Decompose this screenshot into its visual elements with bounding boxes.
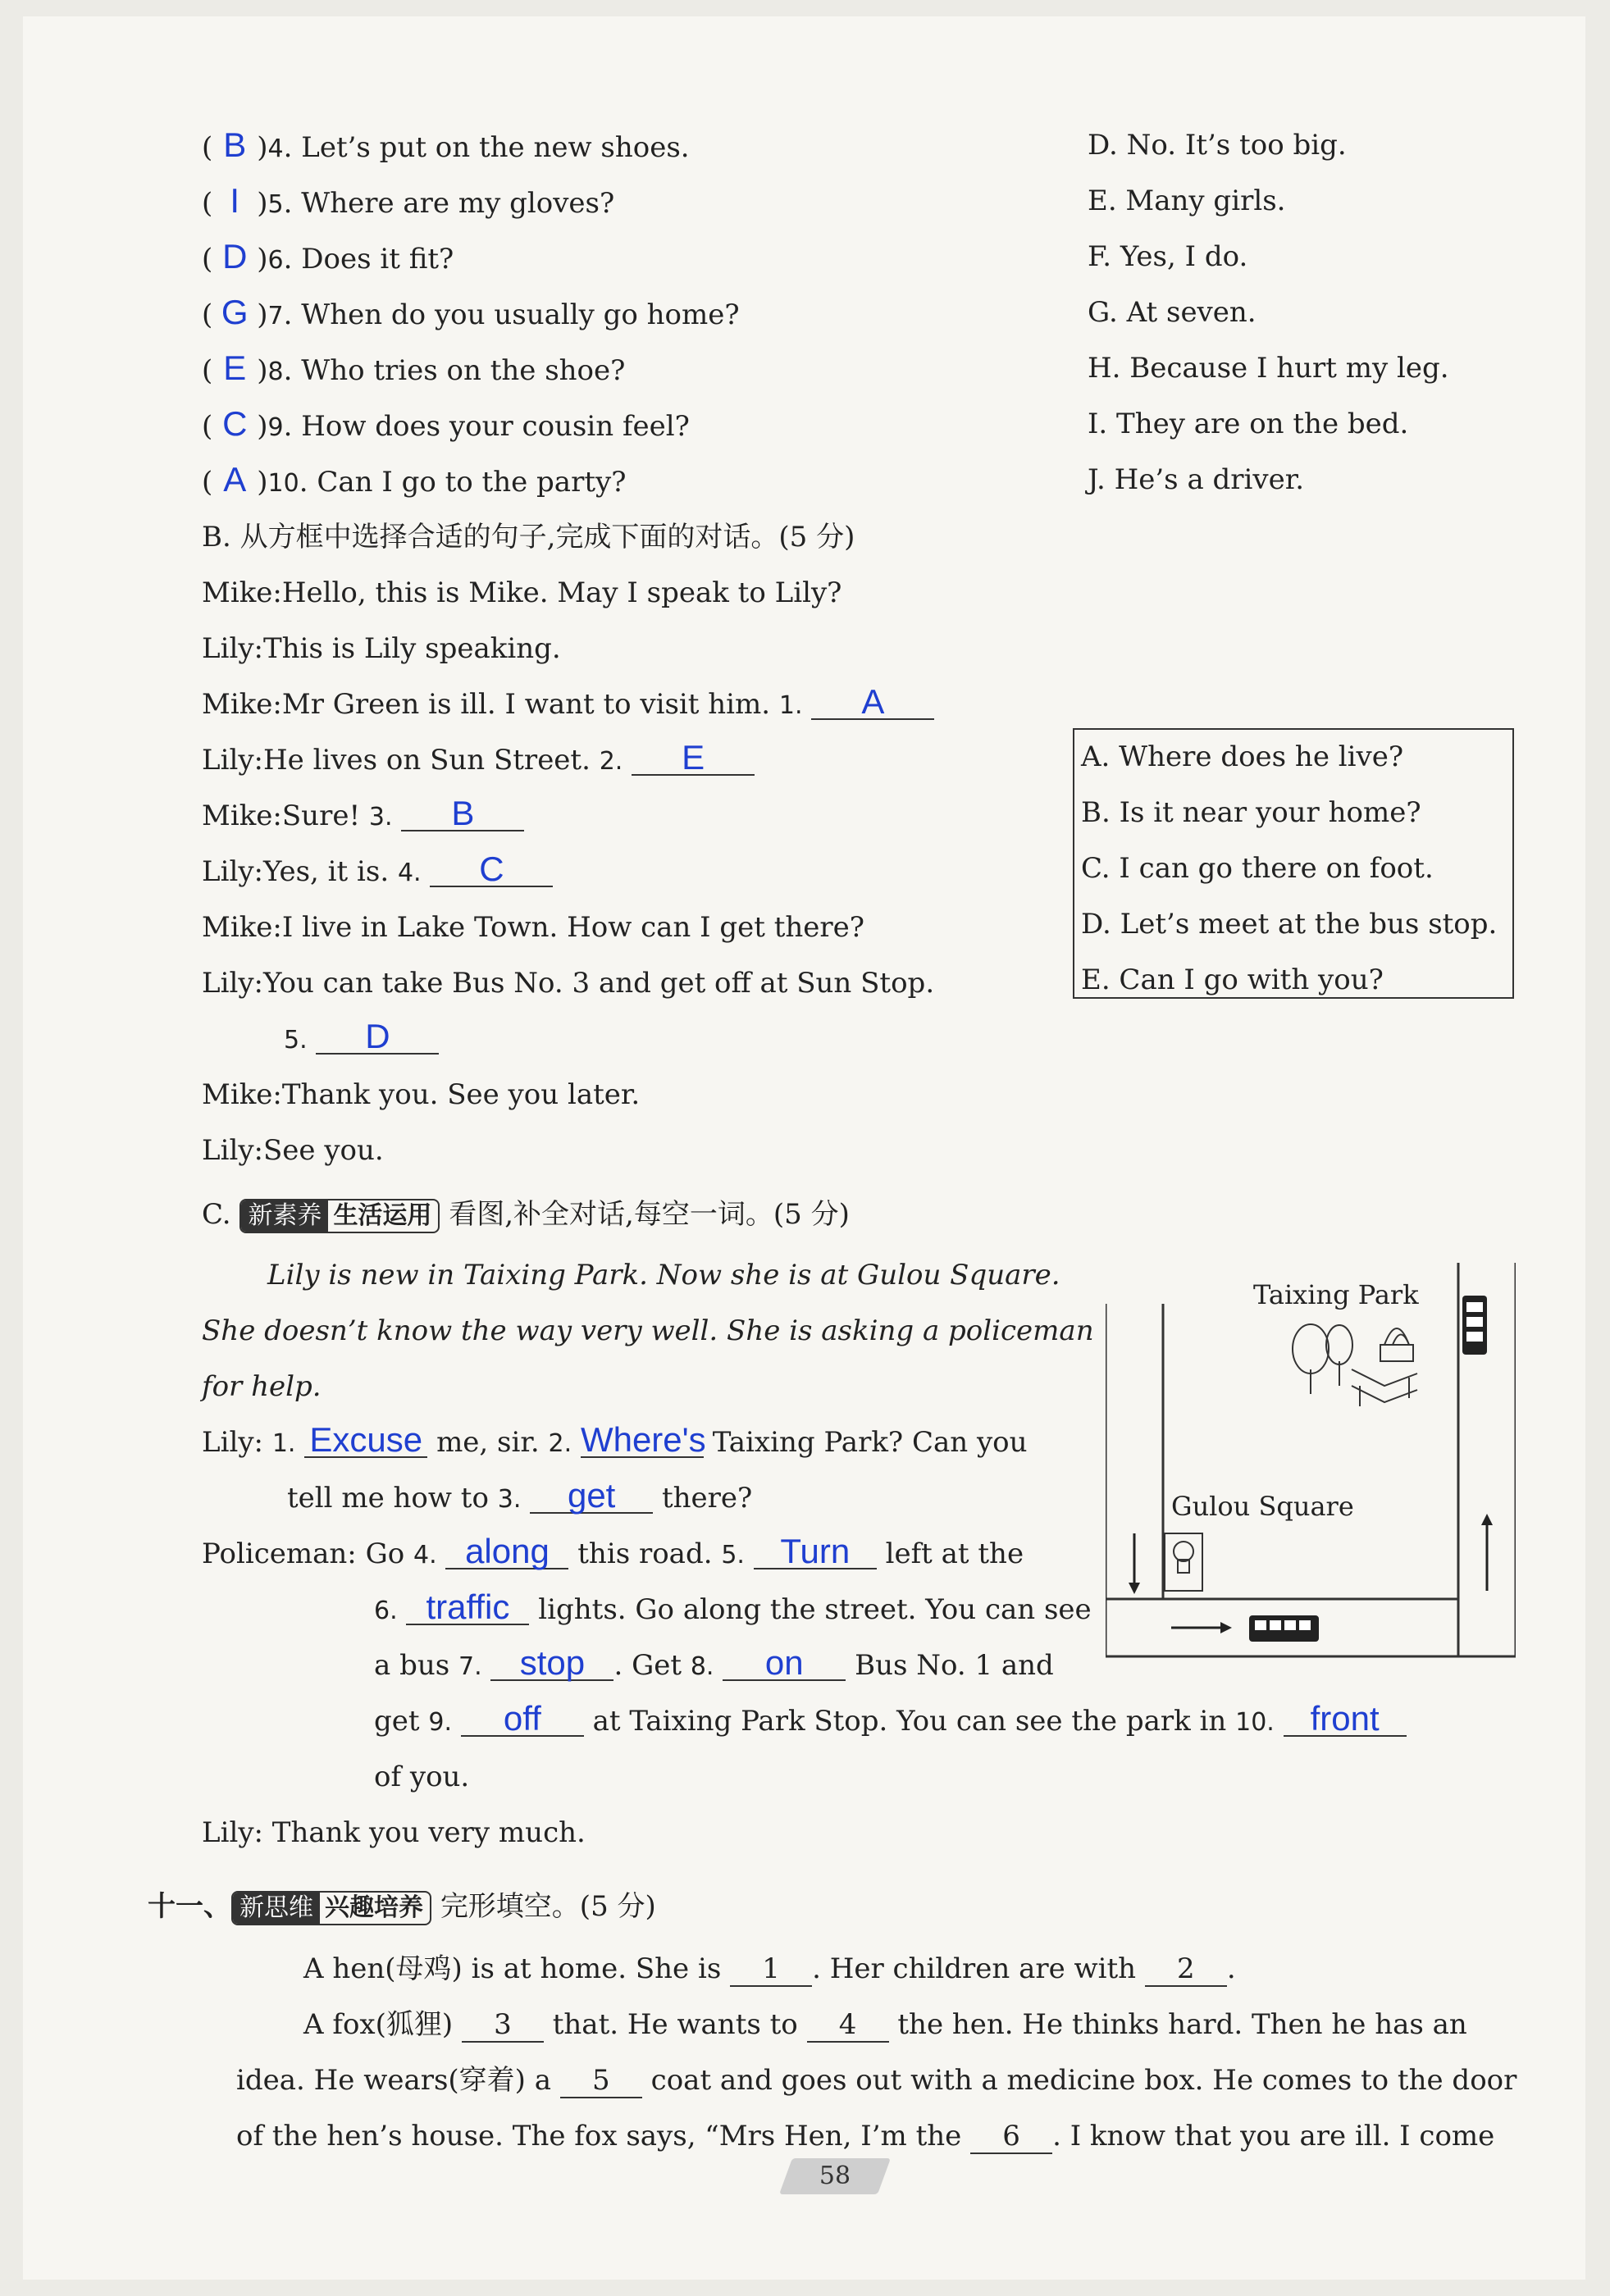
matching-option-5: I. They are on the bed. xyxy=(1088,408,1409,440)
arrow-down-icon xyxy=(1129,1533,1140,1594)
answer-blank-10: front xyxy=(1284,1702,1407,1737)
dialogue-c-line-7: of you. xyxy=(374,1761,470,1793)
section-c-intro-1: Lily is new in Taixing Park. Now she is at Gulou Square. xyxy=(267,1259,1060,1292)
policeman-icon xyxy=(1165,1533,1202,1591)
cloze-line-4: of the hen’s house. The fox says, “Mrs Hen, I’m the 6 . I know that you are ill. I come xyxy=(236,2120,1495,2152)
cloze-blank-6: 6 xyxy=(970,2120,1052,2154)
answer-blank-3: get xyxy=(530,1479,653,1514)
dialogue-c-line-1: Lily: 1. Excuse me, sir. 2. Where's Taixing Park? Can you xyxy=(202,1420,1028,1459)
options-box xyxy=(1073,728,1514,999)
bench-icon xyxy=(1352,1369,1417,1406)
section-c-intro-3: for help. xyxy=(202,1370,322,1403)
dialogue-c-line-2: tell me how to 3. get there? xyxy=(287,1476,753,1515)
dialogue-b-blank: B xyxy=(401,797,524,831)
matching-question-3: ( G )7. When do you usually go home? xyxy=(202,293,740,331)
cloze-blank-2: 2 xyxy=(1145,1952,1227,1987)
matching-question-6: ( A )10. Can I go to the party? xyxy=(202,460,627,499)
dialogue-b-line-4: Mike:Sure! 3. B xyxy=(202,797,524,836)
arrow-up-icon xyxy=(1481,1514,1493,1591)
section-c-badge: 新素养 生活运用 xyxy=(239,1199,440,1233)
dialogue-b-blank: D xyxy=(316,1020,439,1055)
cloze-blank-5: 5 xyxy=(560,2064,642,2098)
dialogue-b-line-3: Lily:He lives on Sun Street. 2. E xyxy=(202,741,755,781)
dialogue-b-line-9: Mike:Thank you. See you later. xyxy=(202,1078,641,1111)
matching-answer: D xyxy=(222,237,248,276)
matching-question-4: ( E )8. Who tries on the shoe? xyxy=(202,348,626,387)
cloze-blank-1: 1 xyxy=(730,1952,812,1987)
option-e: E. Can I go with you? xyxy=(1081,963,1384,996)
dialogue-b-line-5: Lily:Yes, it is. 4. C xyxy=(202,853,553,892)
cloze-blank-3: 3 xyxy=(462,2008,544,2043)
dialogue-b-line-8: 5. D xyxy=(284,1020,439,1059)
dialogue-c-line-5: a bus 7. stop . Get 8. on Bus No. 1 and xyxy=(374,1643,1054,1682)
dialogue-b-line-10: Lily:See you. xyxy=(202,1134,384,1167)
answer-blank-4: along xyxy=(445,1535,568,1569)
cloze-line-2: A fox(狐狸) 3 that. He wants to 4 the hen. He thinks hard. Then he has an xyxy=(303,2008,1467,2041)
dialogue-b-line-6: Mike:I live in Lake Town. How can I get there? xyxy=(202,911,865,944)
matching-option-6: J. He’s a driver. xyxy=(1088,463,1305,496)
option-c: C. I can go there on foot. xyxy=(1081,852,1434,885)
matching-question-1: ( I )5. Where are my gloves? xyxy=(202,181,615,220)
matching-answer: A xyxy=(223,460,247,499)
section-11-badge: 新思维 兴趣培养 xyxy=(231,1891,431,1925)
dialogue-b-line-1: Lily:This is Lily speaking. xyxy=(202,632,561,665)
matching-answer: G xyxy=(221,293,249,331)
dialogue-b-blank: A xyxy=(811,686,934,720)
dialogue-b-blank: E xyxy=(632,741,755,776)
matching-option-3: G. At seven. xyxy=(1088,296,1257,329)
map-roads xyxy=(1106,1263,1516,1656)
dialogue-b-line-0: Mike:Hello, this is Mike. May I speak to Lily? xyxy=(202,576,842,609)
matching-question-0: ( B )4. Let’s put on the new shoes. xyxy=(202,125,690,164)
section-c-intro-2: She doesn’t know the way very well. She is asking a policeman xyxy=(202,1314,1094,1347)
map-label-square: Gulou Square xyxy=(1171,1491,1354,1522)
matching-option-0: D. No. It’s too big. xyxy=(1088,129,1347,162)
dialogue-c-line-6: get 9. off at Taixing Park Stop. You can see the park in 10. front xyxy=(374,1702,1407,1742)
bus-vertical-icon xyxy=(1462,1296,1487,1355)
matching-answer: B xyxy=(223,125,247,164)
matching-option-4: H. Because I hurt my leg. xyxy=(1088,352,1449,385)
dialogue-c-line-4: 6. traffic lights. Go along the street. You can see xyxy=(374,1588,1092,1626)
answer-blank-6: traffic xyxy=(406,1591,529,1625)
dialogue-b-line-7: Lily:You can take Bus No. 3 and get off at Sun Stop. xyxy=(202,967,935,1000)
option-a: A. Where does he live? xyxy=(1081,740,1404,773)
bus-horizontal-icon xyxy=(1249,1615,1319,1642)
option-d: D. Let’s meet at the bus stop. xyxy=(1081,908,1498,941)
cloze-line-3: idea. He wears(穿着) a 5 coat and goes out with a medicine box. He comes to the door xyxy=(236,2064,1517,2097)
cloze-line-1: A hen(母鸡) is at home. She is 1 . Her children are with 2 . xyxy=(303,1952,1236,1985)
dialogue-c-line-3: Policeman: Go 4. along this road. 5. Turn left at the xyxy=(202,1532,1024,1570)
option-b: B. Is it near your home? xyxy=(1081,796,1421,829)
page-number: 58 xyxy=(819,2162,851,2190)
matching-question-5: ( C )9. How does your cousin feel? xyxy=(202,404,690,443)
matching-answer: C xyxy=(222,404,248,443)
answer-blank-2: Where's xyxy=(580,1420,706,1459)
answer-blank-5: Turn xyxy=(754,1535,877,1569)
tree-icon xyxy=(1293,1324,1352,1394)
map-label-park: Taixing Park xyxy=(1253,1279,1419,1310)
section-b-heading: B. 从方框中选择合适的句子,完成下面的对话。(5 分) xyxy=(202,521,855,554)
dialogue-b-line-2: Mike:Mr Green is ill. I want to visit him. 1. A xyxy=(202,686,934,725)
arrow-right-icon xyxy=(1171,1622,1232,1633)
answer-blank-8: on xyxy=(723,1647,846,1681)
dialogue-b-blank: C xyxy=(430,853,553,887)
answer-blank-9: off xyxy=(461,1702,584,1737)
section-11-heading: 十一、 新思维 兴趣培养 完形填空。(5 分) xyxy=(148,1888,656,1925)
matching-option-2: F. Yes, I do. xyxy=(1088,240,1248,273)
cloze-blank-4: 4 xyxy=(807,2008,889,2043)
matching-question-2: ( D )6. Does it fit? xyxy=(202,237,454,276)
dialogue-c-line-8: Lily: Thank you very much. xyxy=(202,1816,586,1849)
fountain-icon xyxy=(1380,1328,1413,1361)
matching-answer: I xyxy=(230,181,240,220)
map-figure xyxy=(1106,1238,1516,1665)
matching-answer: E xyxy=(223,348,247,387)
answer-blank-1: Excuse xyxy=(304,1424,427,1458)
section-c-heading: C. 新素养 生活运用 看图,补全对话,每空一词。(5 分) xyxy=(202,1196,850,1233)
matching-option-1: E. Many girls. xyxy=(1088,184,1286,217)
answer-blank-7: stop xyxy=(490,1647,613,1681)
